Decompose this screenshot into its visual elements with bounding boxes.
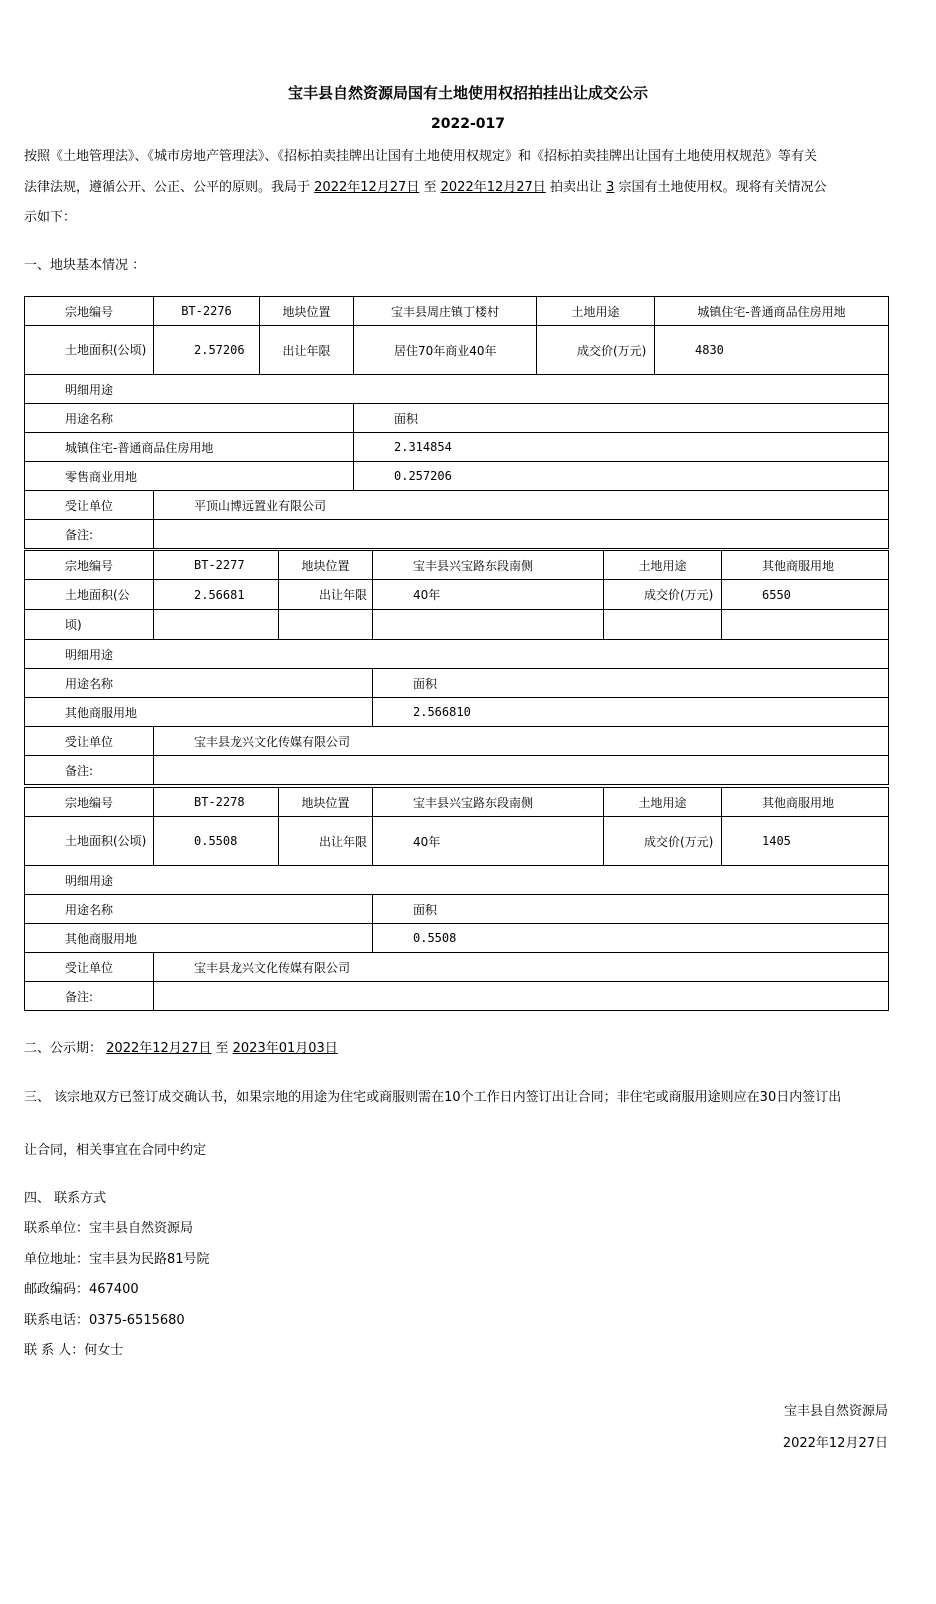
label-price: 成交价(万元) bbox=[604, 580, 722, 610]
section-1-heading: 一、地块基本情况 ： bbox=[24, 258, 146, 273]
table-row bbox=[25, 640, 889, 669]
parcel-buyer: 平顶山博远置业有限公司 bbox=[154, 491, 889, 520]
parcel-use: 其他商服用地 bbox=[722, 551, 889, 580]
label-remark: 备注: bbox=[25, 756, 154, 785]
empty-cell bbox=[722, 610, 889, 640]
intro-line-2 bbox=[24, 176, 827, 195]
parcel-use: 其他商服用地 bbox=[722, 788, 889, 817]
parcel-remark bbox=[154, 982, 889, 1011]
contact-address: 单位地址：宝丰县为民路81号院 bbox=[24, 1252, 210, 1267]
table-row bbox=[25, 895, 889, 924]
label-price: 成交价(万元) bbox=[537, 326, 655, 375]
table-row bbox=[25, 610, 889, 640]
table-row bbox=[25, 520, 889, 549]
detail-name: 其他商服用地 bbox=[25, 924, 373, 953]
intro-parcel-count: 3 bbox=[606, 180, 615, 195]
label-term: 出让年限 bbox=[279, 580, 373, 610]
table-row bbox=[25, 982, 889, 1011]
label-use-name: 用途名称 bbox=[25, 404, 354, 433]
table-row bbox=[25, 756, 889, 785]
detail-name: 零售商业用地 bbox=[25, 462, 354, 491]
parcel-location: 宝丰县兴宝路东段南侧 bbox=[373, 788, 604, 817]
label-location: 地块位置 bbox=[260, 297, 354, 326]
label-location: 地块位置 bbox=[279, 788, 373, 817]
label-detail: 明细用途 bbox=[25, 375, 889, 404]
section-2 bbox=[24, 1037, 338, 1056]
parcel-code: BT-2277 bbox=[154, 551, 279, 580]
label-area: 土地面积(公顷) bbox=[25, 817, 154, 866]
page-title: 宝丰县自然资源局国有土地使用权招拍挂出让成交公示 bbox=[287, 84, 648, 102]
table-row bbox=[25, 953, 889, 982]
label-detail: 明细用途 bbox=[25, 866, 889, 895]
parcel-remark bbox=[154, 520, 889, 549]
detail-name: 其他商服用地 bbox=[25, 698, 373, 727]
section-4-heading: 四、 联系方式 bbox=[24, 1191, 107, 1206]
label-remark: 备注: bbox=[25, 520, 154, 549]
parcel-table-2 bbox=[24, 550, 889, 785]
parcel-term: 40年 bbox=[373, 580, 604, 610]
label-sub-area: 面积 bbox=[373, 669, 889, 698]
parcel-use: 城镇住宅-普通商品住房用地 bbox=[655, 297, 889, 326]
label-code: 宗地编号 bbox=[25, 297, 154, 326]
parcel-buyer: 宝丰县龙兴文化传媒有限公司 bbox=[154, 953, 889, 982]
intro-date-start: 2022年12月27日 bbox=[314, 180, 420, 195]
label-use: 土地用途 bbox=[604, 788, 722, 817]
contact-phone: 联系电话：0375-6515680 bbox=[24, 1313, 185, 1328]
notice-start-date: 2022年12月27日 bbox=[106, 1041, 212, 1056]
label-buyer: 受让单位 bbox=[25, 953, 154, 982]
label-buyer: 受让单位 bbox=[25, 491, 154, 520]
empty-cell bbox=[279, 610, 373, 640]
label-buyer: 受让单位 bbox=[25, 727, 154, 756]
table-row bbox=[25, 788, 889, 817]
parcel-area: 0.5508 bbox=[154, 817, 279, 866]
empty-cell bbox=[604, 610, 722, 640]
table-row bbox=[25, 297, 889, 326]
intro-to: 至 bbox=[423, 180, 437, 195]
contact-person: 联 系 人：何女士 bbox=[24, 1343, 124, 1358]
label-remark: 备注: bbox=[25, 982, 154, 1011]
table-row bbox=[25, 433, 889, 462]
section-3-line-2: 让合同，相关事宜在合同中约定 bbox=[24, 1143, 207, 1158]
detail-area: 2.566810 bbox=[373, 698, 889, 727]
parcel-remark bbox=[154, 756, 889, 785]
label-term: 出让年限 bbox=[279, 817, 373, 866]
contact-postcode: 邮政编码：467400 bbox=[24, 1282, 139, 1297]
table-row bbox=[25, 462, 889, 491]
label-use-name: 用途名称 bbox=[25, 669, 373, 698]
label-area-part-2: 顷) bbox=[25, 610, 154, 640]
empty-cell bbox=[373, 610, 604, 640]
detail-area: 2.314854 bbox=[354, 433, 889, 462]
table-row bbox=[25, 375, 889, 404]
label-price: 成交价(万元) bbox=[604, 817, 722, 866]
notice-end-date: 2023年01月03日 bbox=[232, 1041, 338, 1056]
empty-cell bbox=[154, 610, 279, 640]
parcel-term: 40年 bbox=[373, 817, 604, 866]
parcel-code: BT-2278 bbox=[154, 788, 279, 817]
intro-line-1: 按照《土地管理法》、《城市房地产管理法》、《招标拍卖挂牌出让国有土地使用权规定》和《招标拍卖挂牌出让国有土地使用权规范》等有关 bbox=[24, 149, 818, 164]
section-2-label: 二、公示期： bbox=[24, 1041, 103, 1056]
label-code: 宗地编号 bbox=[25, 551, 154, 580]
label-code: 宗地编号 bbox=[25, 788, 154, 817]
parcel-price: 4830 bbox=[655, 326, 889, 375]
detail-name: 城镇住宅-普通商品住房用地 bbox=[25, 433, 354, 462]
parcel-buyer: 宝丰县龙兴文化传媒有限公司 bbox=[154, 727, 889, 756]
table-row bbox=[25, 326, 889, 375]
parcel-area: 2.57206 bbox=[154, 326, 260, 375]
detail-area: 0.257206 bbox=[354, 462, 889, 491]
footer-org: 宝丰县自然资源局 bbox=[783, 1404, 888, 1419]
label-use: 土地用途 bbox=[604, 551, 722, 580]
table-row bbox=[25, 866, 889, 895]
label-sub-area: 面积 bbox=[373, 895, 889, 924]
parcel-location: 宝丰县兴宝路东段南侧 bbox=[373, 551, 604, 580]
section-2-to: 至 bbox=[215, 1041, 229, 1056]
document-number: 2022-017 bbox=[431, 116, 505, 132]
table-row bbox=[25, 698, 889, 727]
intro-line-3: 示如下： bbox=[24, 210, 77, 225]
label-area-part-1: 土地面积(公 bbox=[25, 580, 154, 610]
section-3-line-1: 三、 该宗地双方已签订成交确认书，如果宗地的用途为住宅或商服则需在10个工作日内签订出让合同；非住宅或商服用途则应在30日内签订出 bbox=[24, 1090, 842, 1105]
footer-date: 2022年12月27日 bbox=[782, 1436, 888, 1451]
table-row bbox=[25, 817, 889, 866]
table-row bbox=[25, 551, 889, 580]
parcel-location: 宝丰县周庄镇丁楼村 bbox=[354, 297, 537, 326]
parcel-term: 居住70年商业40年 bbox=[354, 326, 537, 375]
intro-date-end: 2022年12月27日 bbox=[440, 180, 546, 195]
parcel-price: 6550 bbox=[722, 580, 889, 610]
table-row bbox=[25, 404, 889, 433]
table-row bbox=[25, 669, 889, 698]
table-row bbox=[25, 491, 889, 520]
label-location: 地块位置 bbox=[279, 551, 373, 580]
table-row bbox=[25, 727, 889, 756]
intro-text-pre: 法律法规，遵循公开、公正、公平的原则。我局于 bbox=[24, 180, 311, 195]
intro-text-mid: 拍卖出让 bbox=[549, 180, 602, 195]
table-row bbox=[25, 924, 889, 953]
contact-unit: 联系单位：宝丰县自然资源局 bbox=[24, 1221, 194, 1236]
label-sub-area: 面积 bbox=[354, 404, 889, 433]
detail-area: 0.5508 bbox=[373, 924, 889, 953]
parcel-code: BT-2276 bbox=[154, 297, 260, 326]
label-detail: 明细用途 bbox=[25, 640, 889, 669]
label-area: 土地面积(公顷) bbox=[25, 326, 154, 375]
parcel-price: 1405 bbox=[722, 817, 889, 866]
label-term: 出让年限 bbox=[260, 326, 354, 375]
parcel-table-1 bbox=[24, 296, 889, 549]
table-row bbox=[25, 580, 889, 610]
label-use-name: 用途名称 bbox=[25, 895, 373, 924]
parcel-area: 2.56681 bbox=[154, 580, 279, 610]
parcel-table-3 bbox=[24, 787, 889, 1011]
intro-text-post: 宗国有土地使用权。现将有关情况公 bbox=[618, 180, 827, 195]
label-use: 土地用途 bbox=[537, 297, 655, 326]
